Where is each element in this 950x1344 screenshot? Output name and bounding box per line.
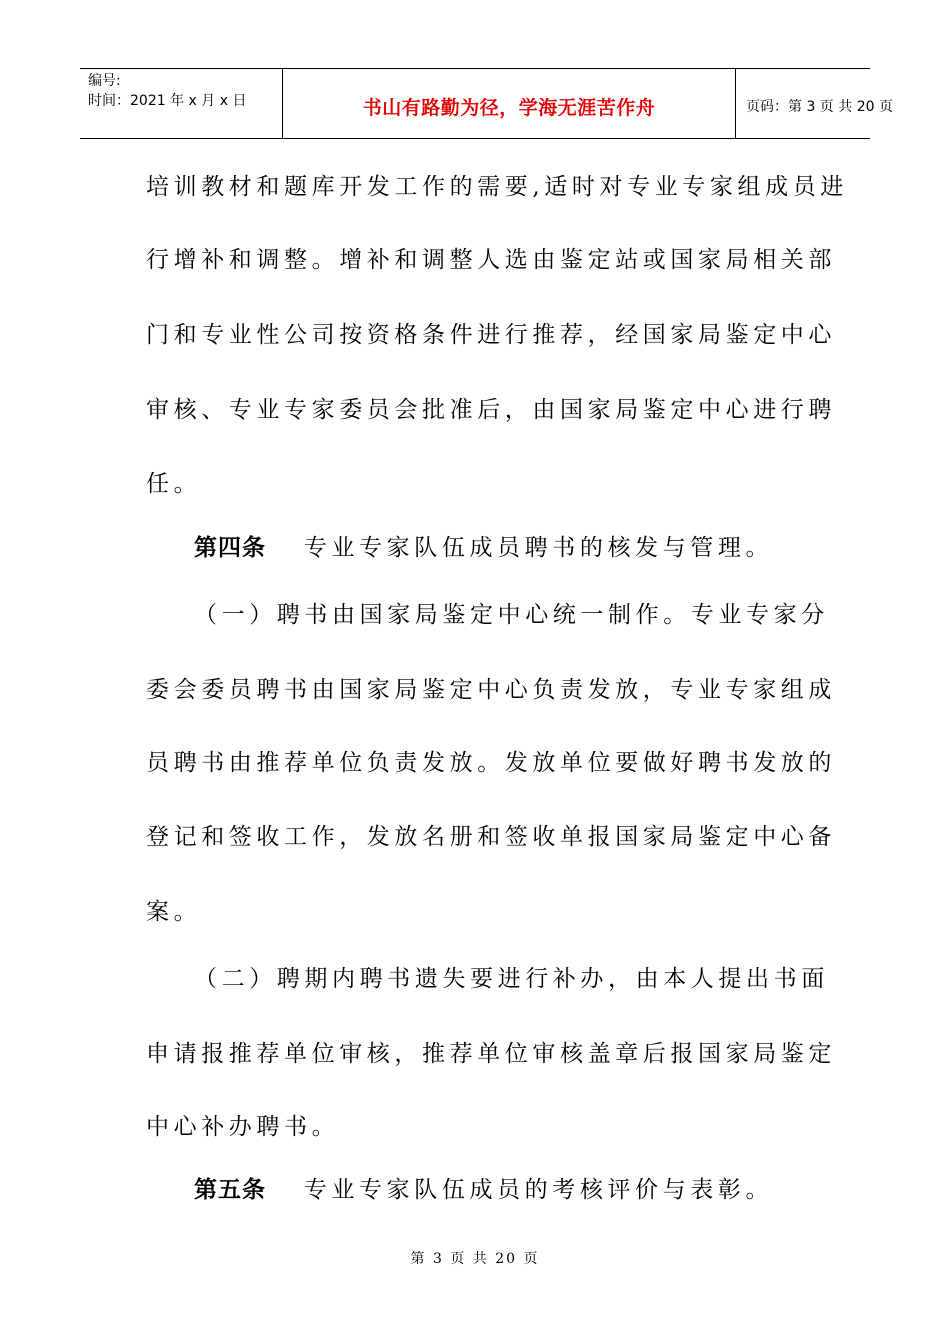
item-2-line: （二）聘期内聘书遗失要进行补办，由本人提出书面: [194, 966, 829, 992]
document-header: [80, 68, 893, 139]
item-1-line: （一）聘书由国家局鉴定中心统一制作。专业专家分: [194, 602, 829, 628]
item-2-line: 中心补办聘书。: [146, 1114, 340, 1140]
item-1-line: 案。: [146, 899, 202, 925]
body-line: 门和专业性公司按资格条件进行推荐，经国家局鉴定中心: [146, 322, 836, 348]
header-page-cell: [736, 69, 893, 138]
article-4-title: 第四条: [194, 535, 266, 561]
header-motto-cell: [283, 69, 736, 138]
article-5-text: 专业专家队伍成员的考核评价与表彰。: [303, 1177, 774, 1203]
header-motto: 书山有路勤为径，学海无涯苦作舟: [362, 97, 656, 119]
body-line: 培训教材和题库开发工作的需要,适时对专业专家组成员进: [146, 174, 848, 200]
header-page-code: 页码：第 3 页 共 20 页: [746, 99, 893, 115]
document-number-label: 编号:: [88, 73, 121, 89]
item-2-line: 申请报推荐单位审核，推荐单位审核盖章后报国家局鉴定: [146, 1041, 836, 1067]
article-5-heading: [194, 1175, 859, 1205]
article-5-title: 第五条: [194, 1177, 266, 1203]
page-footer: 第 3 页 共 20 页: [410, 1251, 540, 1267]
item-1-line: 登记和签收工作，发放名册和签收单报国家局鉴定中心备: [146, 824, 836, 850]
document-date-label: 时间：2021 年 x 月 x 日: [88, 93, 247, 109]
item-1-line: 委会委员聘书由国家局鉴定中心负责发放，专业专家组成: [146, 677, 836, 703]
header-info-cell: [80, 69, 283, 138]
body-line: 任。: [146, 471, 202, 497]
article-4-text: 专业专家队伍成员聘书的核发与管理。: [303, 535, 774, 561]
body-line: 行增补和调整。增补和调整人选由鉴定站或国家局相关部: [146, 247, 836, 273]
article-4-heading: [194, 533, 859, 563]
body-line: 审核、专业专家委员会批准后，由国家局鉴定中心进行聘: [146, 397, 836, 423]
item-1-line: 员聘书由推荐单位负责发放。发放单位要做好聘书发放的: [146, 750, 836, 776]
